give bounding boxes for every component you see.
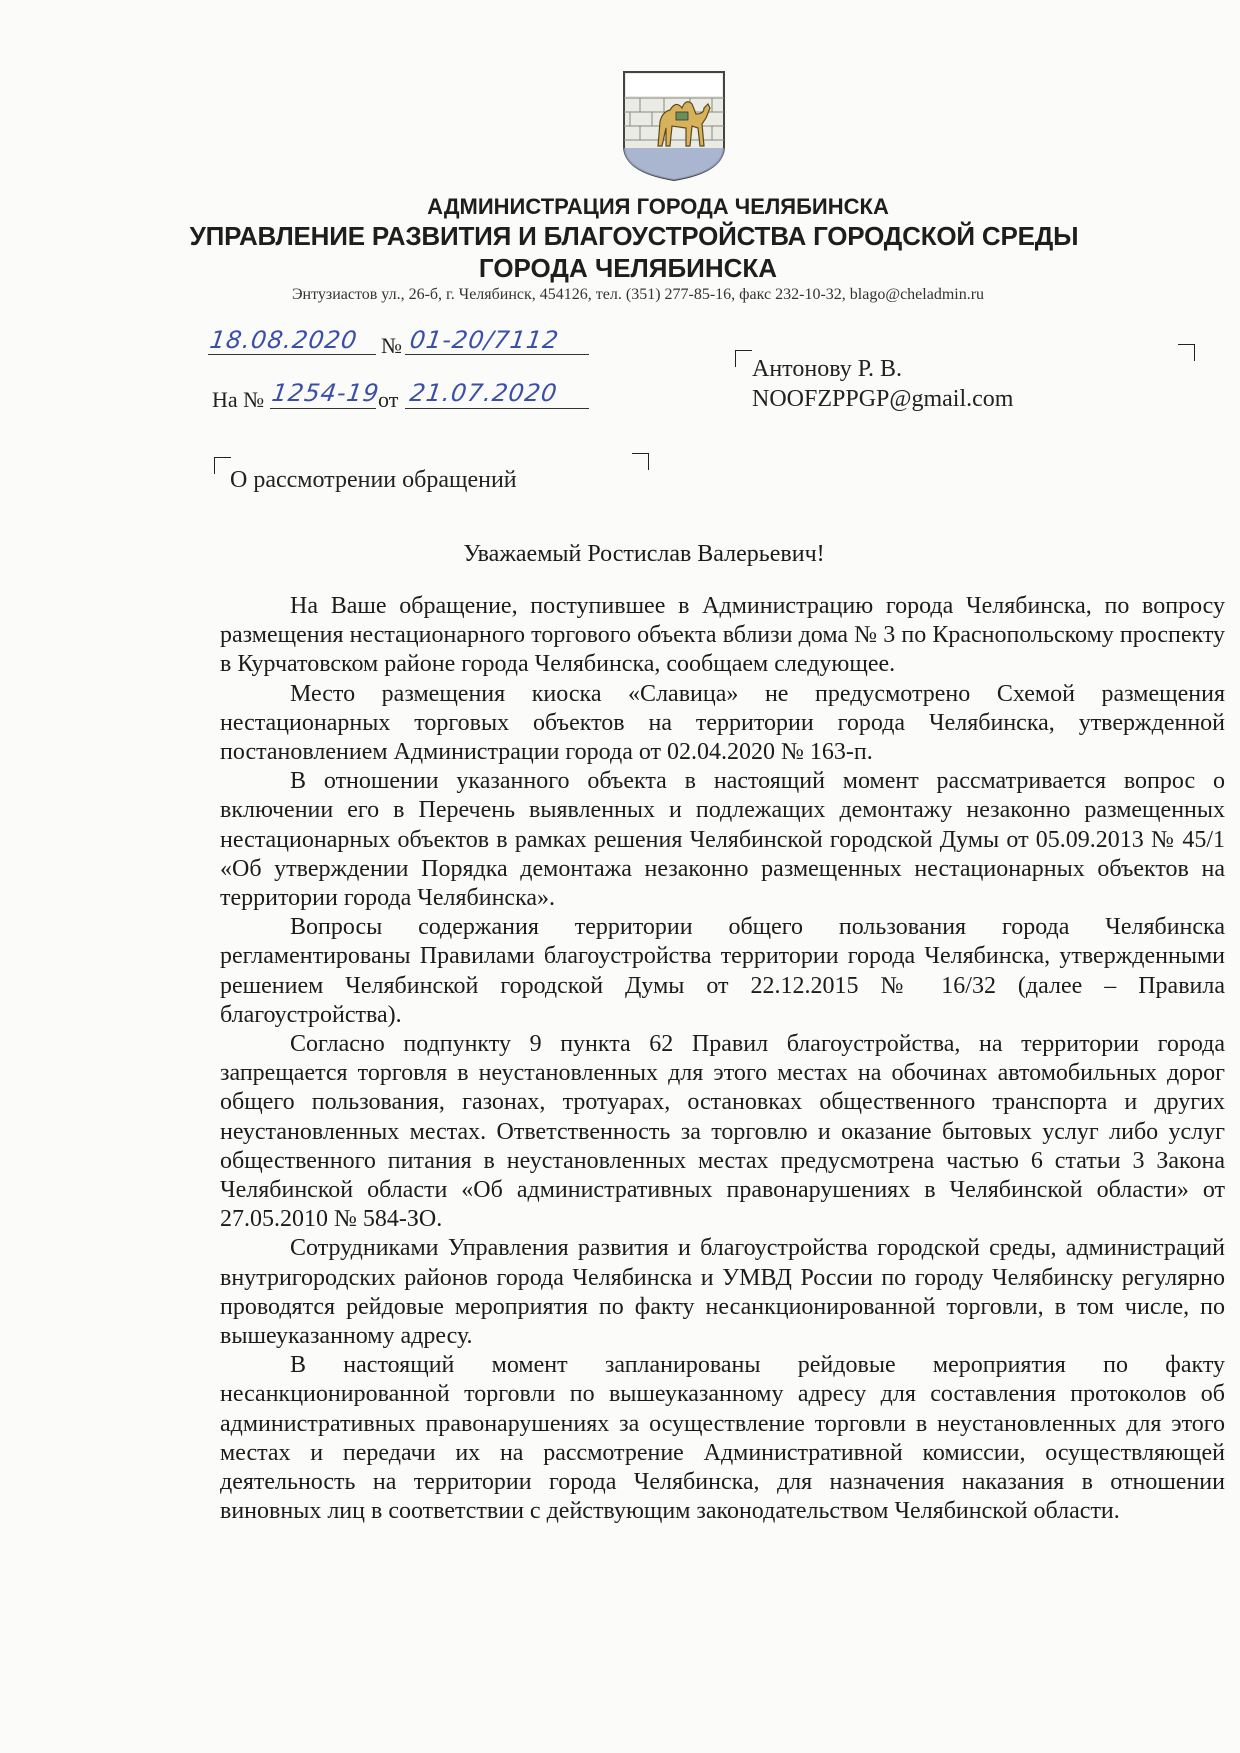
ref-date: 21.07.2020 [408, 379, 560, 407]
paragraph: Сотрудниками Управления развития и благоустройства городской среды, администраций внутригородских районов города Челябинска и УМВД России по городу Челябинску регулярно проводятся рейдовые мероприятия по факту несанкционированной торговли, в том числе, по вышеуказанному адресу. [220, 1235, 1225, 1350]
date-underline [208, 354, 376, 355]
paragraph: В отношении указанного объекта в настоящий момент рассматривается вопрос о включении его в Перечень выявленных и подлежащих демонтажу незаконно размещенных нестационарных объектов в рамках решения Челябинской городской Думы от 05.09.2013 № 45/1 «Об утверждении Порядка демонтажа незаконно размещенных нестационарных объектов на территории города Челябинска». [220, 768, 1225, 912]
recipient-block [752, 354, 1013, 414]
paragraph: Место размещения киоска «Славица» не предусмотрено Схемой размещения нестационарных торговых объектов на территории города Челябинска, утвержденной постановлением Администрации города от 02.04.2020 № 163-п. [220, 680, 1225, 766]
paragraph: На Ваше обращение, поступившее в Администрацию города Челябинска, по вопросу размещения нестационарного торгового объекта вблизи дома № 3 по Краснопольскому проспекту в Курчатовском районе города Челябинска, сообщаем следующее. [220, 593, 1225, 678]
number-underline [405, 354, 589, 355]
letter-subject: О рассмотрении обращений [230, 467, 517, 493]
paragraph: В настоящий момент запланированы рейдовые мероприятия по факту несанкционированной торговли по вышеуказанному адресу для составления протоколов об административных правонарушениях за осуществление торговли в неустановленных для этого местах и передачи их на рассмотрение Административной комиссии, осуществляющей деятельность на территории города Челябинска, для назначения наказания в отношении виновных лиц в соответствии с действующим законодательством Челябинской области. [220, 1352, 1225, 1525]
paragraph: Согласно подпункту 9 пункта 62 Правил благоустройства, на территории города запрещается торговля в неустановленных для этого местах на обочинах автомобильных дорог общего пользования, газонах, тротуарах, остановках общественного транспорта и других неустановленных местах. Ответственность за торговлю и оказание бытовых услуг либо услуг общественного питания в неустановленных местах предусмотрена частью 6 статьи 3 Закона Челябинской области «Об административных правонарушениях в Челябинской области» от 27.05.2010 № 584-ЗО. [220, 1031, 1225, 1233]
org-name-line3: ГОРОДА ЧЕЛЯБИНСКА [478, 253, 778, 283]
coat-of-arms-icon [620, 68, 728, 182]
ref-date-label: от [378, 387, 399, 412]
org-address: Энтузиастов ул., 26-б, г. Челябинск, 454126, тел. (351) 277-85-16, факс 232-10-32, blago@cheladmin.ru [291, 286, 985, 303]
ref-number-label: На № [212, 387, 265, 412]
subject-corner-right [632, 453, 649, 470]
recipient-corner-right [1178, 344, 1195, 361]
subject-corner-left [214, 457, 231, 474]
outgoing-date: 18.08.2020 [208, 326, 360, 354]
recipient-corner-left [735, 350, 752, 367]
number-label: № [381, 333, 402, 358]
ref-date-underline [405, 408, 589, 409]
ref-number-underline [270, 408, 376, 409]
outgoing-number: 01-20/7112 [408, 326, 561, 354]
org-name-line1: АДМИНИСТРАЦИЯ ГОРОДА ЧЕЛЯБИНСКА [427, 194, 889, 219]
salutation: Уважаемый Ростислав Валерьевич! [463, 541, 825, 567]
recipient-name: Антонову Р. В. [752, 356, 903, 382]
letter-body [220, 592, 1225, 1527]
org-name-line2: УПРАВЛЕНИЕ РАЗВИТИЯ И БЛАГОУСТРОЙСТВА ГОРОДСКОЙ СРЕДЫ [189, 221, 1079, 251]
paragraph: Вопросы содержания территории общего пользования города Челябинска регламентированы Правилами благоустройства территории города Челябинска, утвержденными решением Челябинской городской Думы от 22.12.2015 № 16/32 (далее – Правила благоустройства). [220, 914, 1225, 1028]
recipient-email: NOOFZPPGP@gmail.com [752, 386, 1014, 412]
ref-number: 1254-19 [270, 379, 382, 407]
